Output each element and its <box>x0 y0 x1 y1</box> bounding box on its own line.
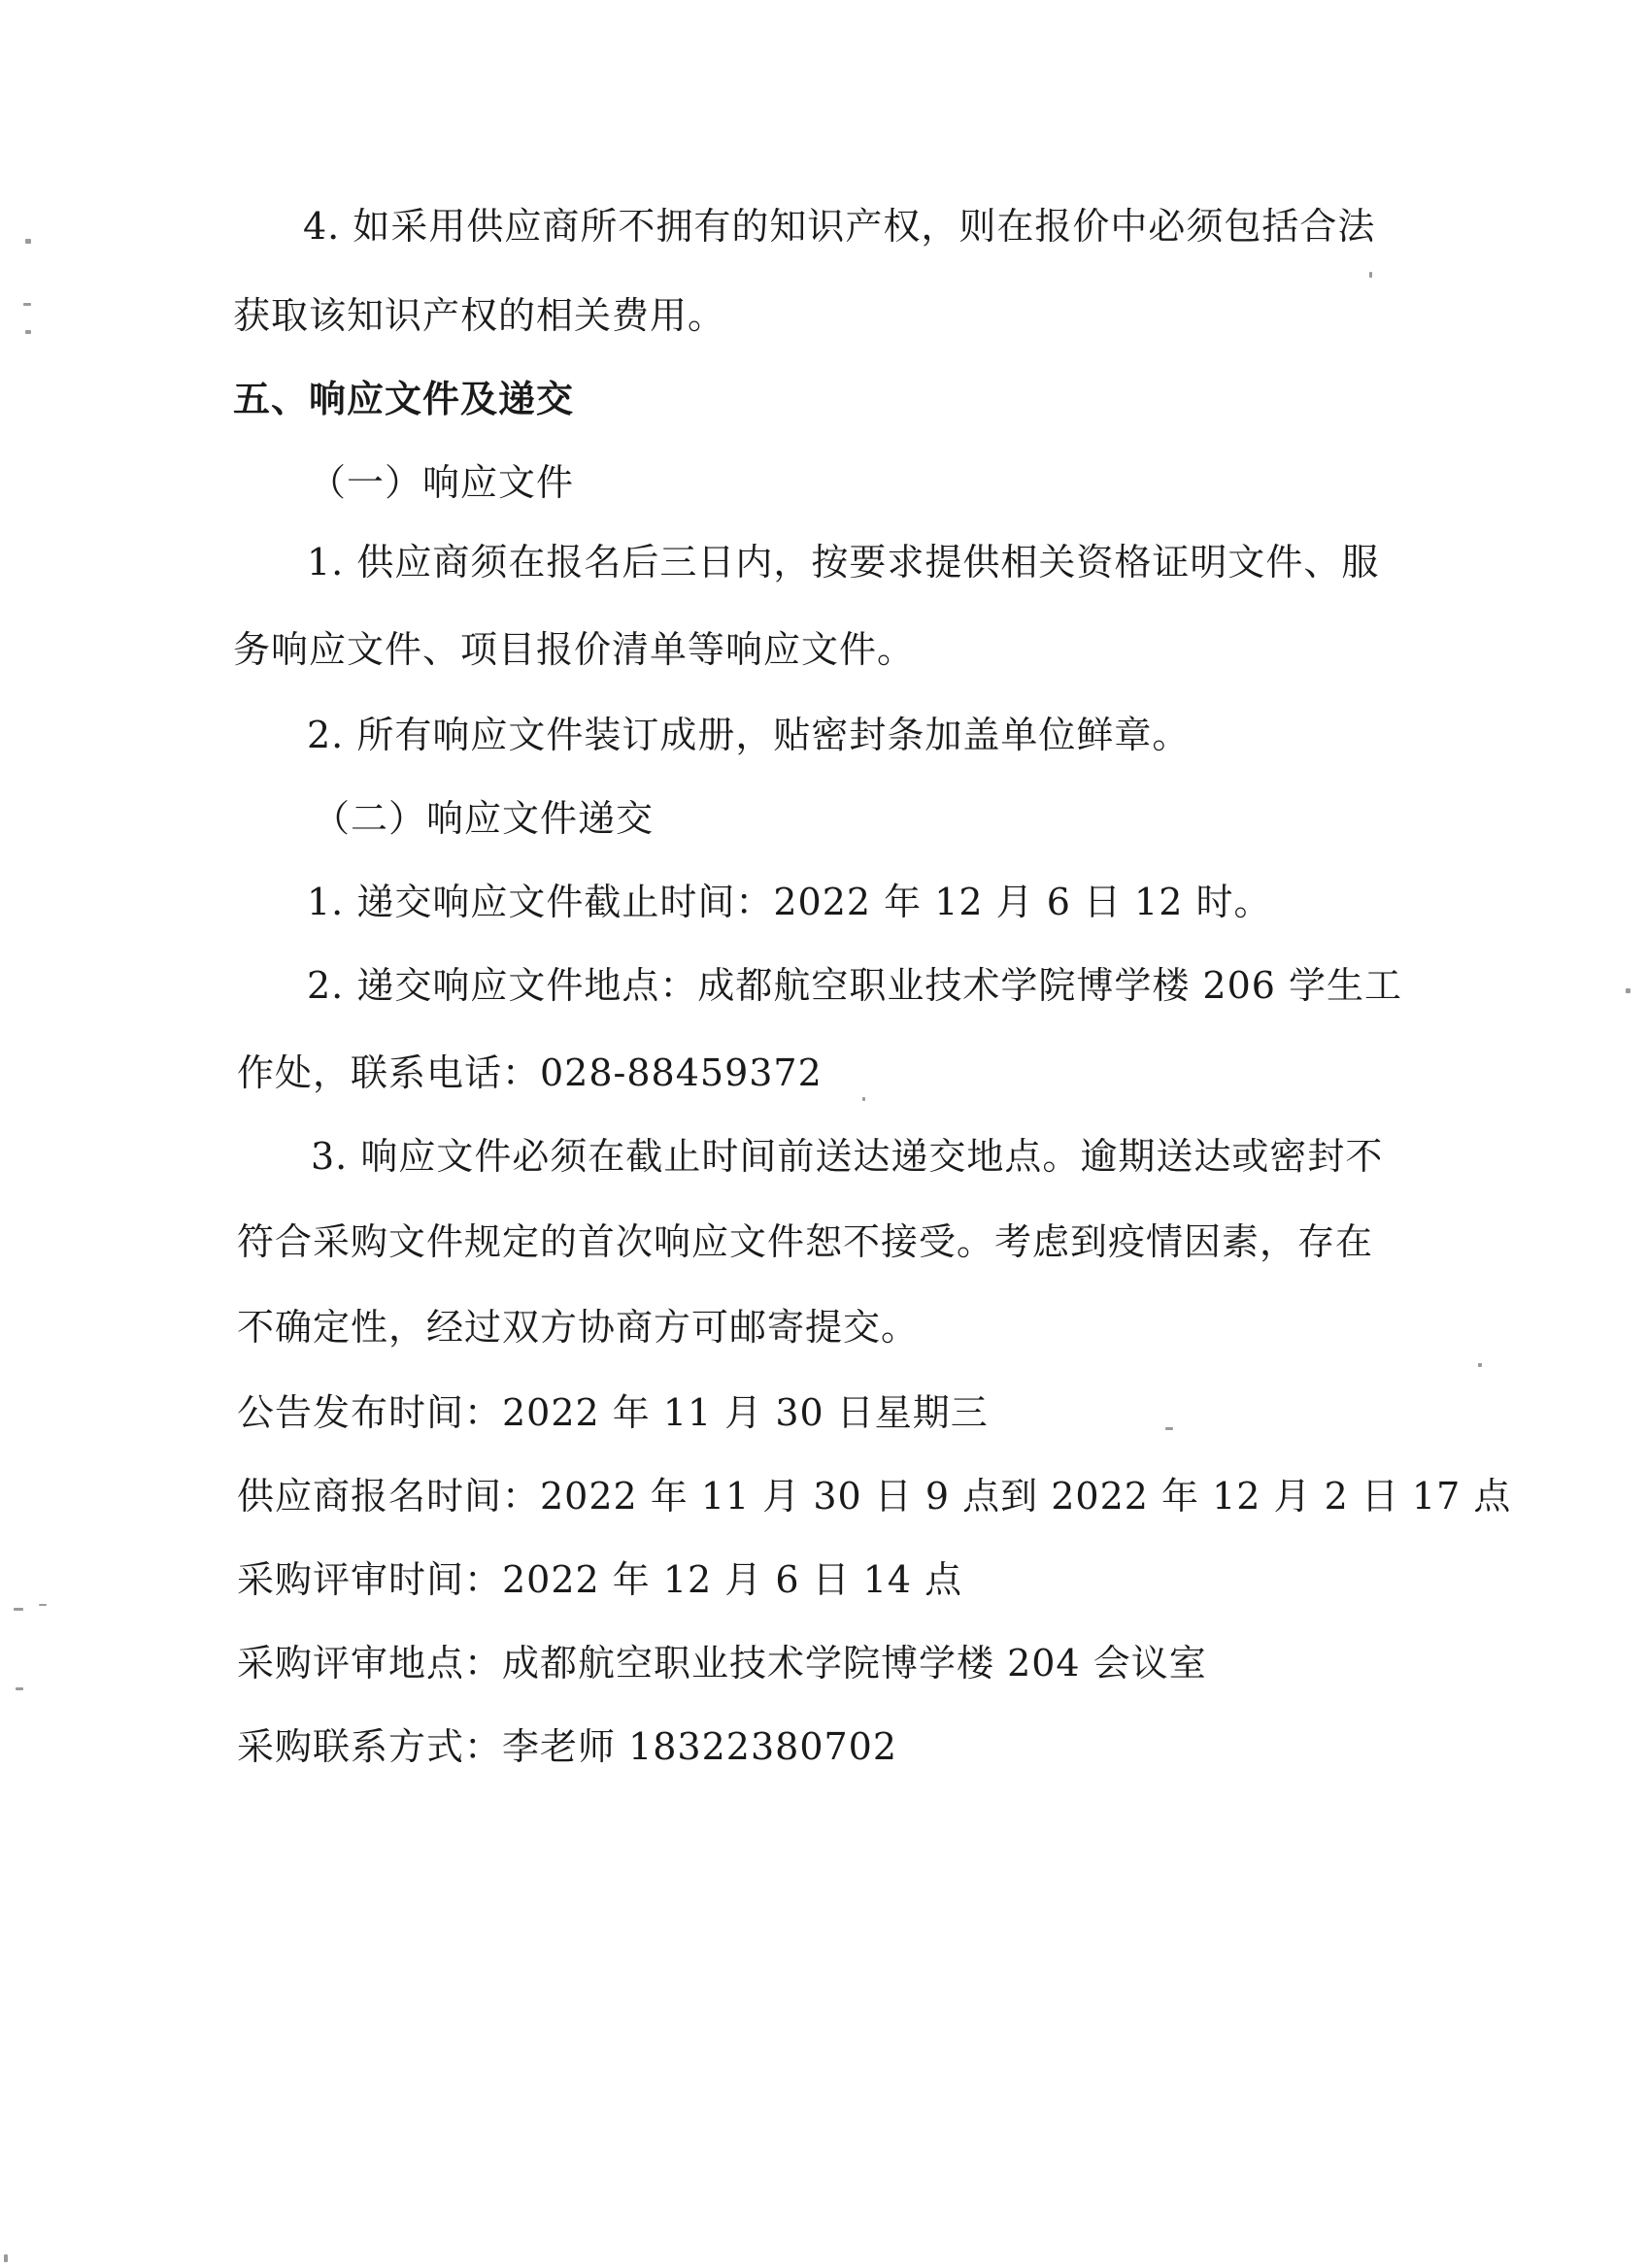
scan-speck <box>862 1097 865 1101</box>
sub2-item2-line1: 2. 递交响应文件地点：成都航空职业技术学院博学楼 206 学生工 <box>307 964 1403 1007</box>
sub1-item2: 2. 所有响应文件装订成册，贴密封条加盖单位鲜章。 <box>307 714 1191 756</box>
scan-speck <box>1626 988 1630 993</box>
sub1-item1-line2: 务响应文件、项目报价清单等响应文件。 <box>233 628 916 671</box>
announce-time: 公告发布时间：2022 年 11 月 30 日星期三 <box>237 1391 989 1434</box>
sub2-item3-line3: 不确定性，经过双方协商方可邮寄提交。 <box>237 1306 920 1349</box>
scan-speck <box>25 239 31 244</box>
review-location: 采购评审地点：成都航空职业技术学院博学楼 204 会议室 <box>237 1642 1207 1684</box>
sub2-item3-line1: 3. 响应文件必须在截止时间前送达递交地点。逾期送达或密封不 <box>311 1135 1384 1178</box>
review-time: 采购评审时间：2022 年 12 月 6 日 14 点 <box>237 1558 963 1601</box>
sub2-item1: 1. 递交响应文件截止时间：2022 年 12 月 6 日 12 时。 <box>307 881 1272 923</box>
scan-speck <box>25 330 31 334</box>
scan-speck <box>1369 272 1372 278</box>
item4-line2: 获取该知识产权的相关费用。 <box>233 294 726 337</box>
subsection1-heading: （一）响应文件 <box>309 461 575 504</box>
scan-speck <box>39 1604 47 1606</box>
registration-time: 供应商报名时间：2022 年 11 月 30 日 9 点到 2022 年 12 月 2 日 17 点 <box>237 1475 1512 1518</box>
scan-speck <box>4 2254 8 2262</box>
section5-heading: 五、响应文件及递交 <box>233 378 575 420</box>
scan-speck <box>16 1687 23 1690</box>
scan-speck <box>14 1608 23 1611</box>
scan-speck <box>23 303 31 306</box>
subsection2-heading: （二）响应文件递交 <box>313 797 655 840</box>
contact-info: 采购联系方式：李老师 18322380702 <box>237 1725 898 1768</box>
sub2-item2-line2: 作处，联系电话：028-88459372 <box>237 1051 823 1094</box>
sub2-item3-line2: 符合采购文件规定的首次响应文件恕不接受。考虑到疫情因素，存在 <box>237 1220 1374 1263</box>
scan-speck <box>1165 1427 1173 1430</box>
scan-speck <box>1478 1363 1482 1367</box>
sub1-item1-line1: 1. 供应商须在报名后三日内，按要求提供相关资格证明文件、服 <box>307 541 1380 584</box>
item4-line1: 4. 如采用供应商所不拥有的知识产权，则在报价中必须包括合法 <box>303 205 1376 248</box>
